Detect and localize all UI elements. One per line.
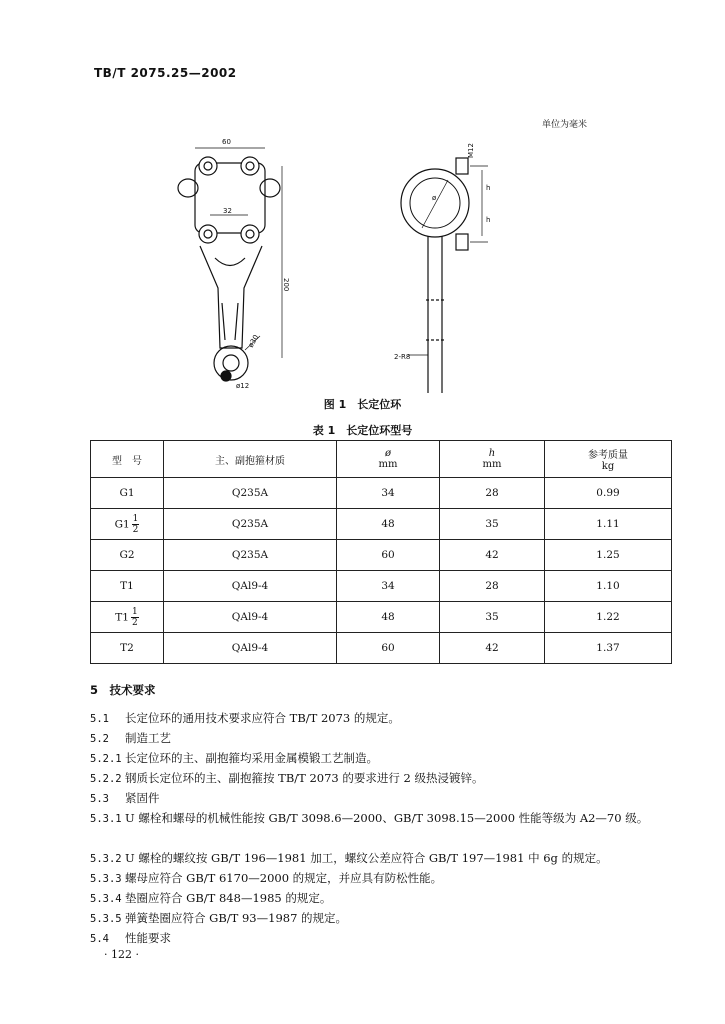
- clause-number: 5.3.1: [90, 813, 122, 825]
- cell-h: 35: [440, 509, 545, 540]
- clause-text: 弹簧垫圈应符合 GB/T 93—1987 的规定。: [125, 911, 348, 925]
- dim-spacing: 32: [223, 207, 232, 215]
- cell-phi: 34: [337, 571, 440, 602]
- clause-5-1: [90, 708, 400, 729]
- dim-phi: ø: [432, 194, 437, 202]
- model-fraction: [131, 607, 139, 628]
- cell-material: Q235A: [164, 540, 337, 571]
- header-h-unit: mm: [482, 459, 502, 470]
- cell-weight: 1.11: [545, 509, 672, 540]
- dim-ring-dia: ø30: [246, 333, 261, 349]
- right-nut-bottom: [456, 234, 468, 250]
- clause-text: 长定位环的通用技术要求应符合 TB/T 2073 的规定。: [125, 711, 400, 725]
- clause-5-3-2: [90, 848, 608, 869]
- clause-number: 5.2.2: [90, 773, 122, 785]
- model-fraction: [132, 514, 140, 535]
- dim-hole-dia: ø12: [236, 382, 250, 390]
- clause-text: 长定位环的主、副抱箍均采用金属模锻工艺制造。: [125, 751, 378, 765]
- standard-code: TB/T 2075.25—2002: [94, 66, 237, 80]
- header-phi-symbol: ø: [384, 448, 392, 459]
- dim-radius: 2-R8: [394, 353, 411, 361]
- bolt-nut-top-right: [241, 157, 259, 175]
- header-phi-unit: mm: [378, 459, 398, 470]
- header-weight: [545, 441, 672, 478]
- dim-h-lower: h: [486, 216, 491, 224]
- clause-5-2: [90, 728, 171, 749]
- table-row: [91, 540, 672, 571]
- clause-text: 性能要求: [125, 931, 171, 945]
- cell-phi: 48: [337, 509, 440, 540]
- header-h: [440, 441, 545, 478]
- cell-h: 42: [440, 540, 545, 571]
- clause-number: 5.3.3: [90, 873, 122, 885]
- header-model: 型 号: [91, 441, 164, 478]
- dim-h-upper: h: [486, 184, 491, 192]
- cell-phi: 34: [337, 478, 440, 509]
- clause-5-2-2: [90, 768, 484, 789]
- model-base: G1: [114, 518, 130, 530]
- fraction-numerator: 1: [131, 606, 138, 617]
- clause-number: 5.2: [90, 733, 109, 745]
- fraction-denominator: 2: [132, 524, 139, 535]
- arm-outline: [200, 246, 262, 348]
- clause-number: 5.3.4: [90, 893, 122, 905]
- table-row: [91, 633, 672, 664]
- table-header-row: [91, 441, 672, 478]
- table-row: [91, 478, 672, 509]
- cell-model: T1: [91, 571, 164, 602]
- cell-h: 35: [440, 602, 545, 633]
- cell-material: QAl9-4: [164, 633, 337, 664]
- cell-h: 42: [440, 633, 545, 664]
- cell-model: G1: [91, 478, 164, 509]
- header-weight-unit: kg: [601, 461, 615, 472]
- cell-phi: 60: [337, 633, 440, 664]
- dim-bolt: M12: [467, 143, 475, 158]
- clause-5-3-5: [90, 908, 347, 929]
- clause-5-3: [90, 788, 160, 809]
- cell-weight: 1.22: [545, 602, 672, 633]
- bolt-nut-bottom-left: [199, 225, 217, 243]
- clamp-ear-right: [260, 179, 280, 197]
- dim-length: 200: [282, 278, 290, 292]
- ring-inner: [410, 178, 460, 228]
- cell-h: 28: [440, 571, 545, 602]
- header-material: 主、副抱箍材质: [164, 441, 337, 478]
- cell-material: Q235A: [164, 478, 337, 509]
- clause-text: 钢质长定位环的主、副抱箍按 TB/T 2073 的要求进行 2 级热浸镀锌。: [125, 771, 484, 785]
- cell-weight: 1.25: [545, 540, 672, 571]
- cell-model: [91, 509, 164, 540]
- cell-material: QAl9-4: [164, 571, 337, 602]
- cell-phi: 48: [337, 602, 440, 633]
- header-h-symbol: h: [488, 448, 496, 459]
- cell-material: Q235A: [164, 509, 337, 540]
- spec-table: [90, 440, 672, 664]
- clause-5-3-1: [90, 808, 680, 829]
- cell-model: [91, 602, 164, 633]
- right-rod: [428, 236, 442, 393]
- clause-number: 5.2.1: [90, 753, 122, 765]
- table-row: [91, 509, 672, 540]
- cell-weight: 0.99: [545, 478, 672, 509]
- clause-5-3-3: [90, 868, 442, 889]
- clause-number: 5.3.2: [90, 853, 122, 865]
- fraction-denominator: 2: [131, 617, 138, 628]
- header-weight-label: 参考质量: [588, 450, 628, 461]
- clause-text: 制造工艺: [125, 731, 171, 745]
- clause-5-3-4: [90, 888, 331, 909]
- clause-text: U 螺栓的螺纹按 GB/T 196—1981 加工，螺纹公差应符合 GB/T 197—1981 中 6g 的规定。: [125, 851, 608, 865]
- clause-text: U 螺栓和螺母的机械性能按 GB/T 3098.6—2000、GB/T 3098.15—2000 性能等级为 A2—70 级。: [125, 811, 649, 825]
- unit-note: 单位为毫米: [542, 120, 588, 130]
- clause-text: 螺母应符合 GB/T 6170—2000 的规定，并应具有防松性能。: [125, 871, 443, 885]
- cell-phi: 60: [337, 540, 440, 571]
- figure-drawing: [170, 128, 510, 398]
- clause-text: 垫圈应符合 GB/T 848—1985 的规定。: [125, 891, 332, 905]
- ring-outer: [401, 169, 469, 237]
- model-base: T1: [115, 611, 129, 623]
- header-phi: [337, 441, 440, 478]
- table-row: [91, 571, 672, 602]
- cell-h: 28: [440, 478, 545, 509]
- cell-model: T2: [91, 633, 164, 664]
- bolt-nut-bottom-right: [241, 225, 259, 243]
- eye-hole: [221, 371, 231, 381]
- section-heading: 5 技术要求: [90, 683, 156, 697]
- clause-number: 5.3: [90, 793, 109, 805]
- right-nut-top: [456, 158, 468, 174]
- table-caption: 表 1 长定位环型号: [312, 424, 413, 437]
- page-number: · 122 ·: [104, 948, 139, 961]
- table-row: [91, 602, 672, 633]
- dim-width-top: 60: [222, 138, 231, 146]
- clause-5-4: [90, 928, 171, 949]
- cell-material: QAl9-4: [164, 602, 337, 633]
- cell-weight: 1.10: [545, 571, 672, 602]
- clause-number: 5.3.5: [90, 913, 122, 925]
- cell-model: G2: [91, 540, 164, 571]
- clause-number: 5.4: [90, 933, 109, 945]
- clause-number: 5.1: [90, 713, 109, 725]
- clause-5-2-1: [90, 748, 378, 769]
- clause-text: 紧固件: [125, 791, 160, 805]
- fraction-numerator: 1: [132, 513, 139, 524]
- bolt-nut-top-left: [199, 157, 217, 175]
- figure-caption: 图 1 长定位环: [323, 398, 402, 411]
- cell-weight: 1.37: [545, 633, 672, 664]
